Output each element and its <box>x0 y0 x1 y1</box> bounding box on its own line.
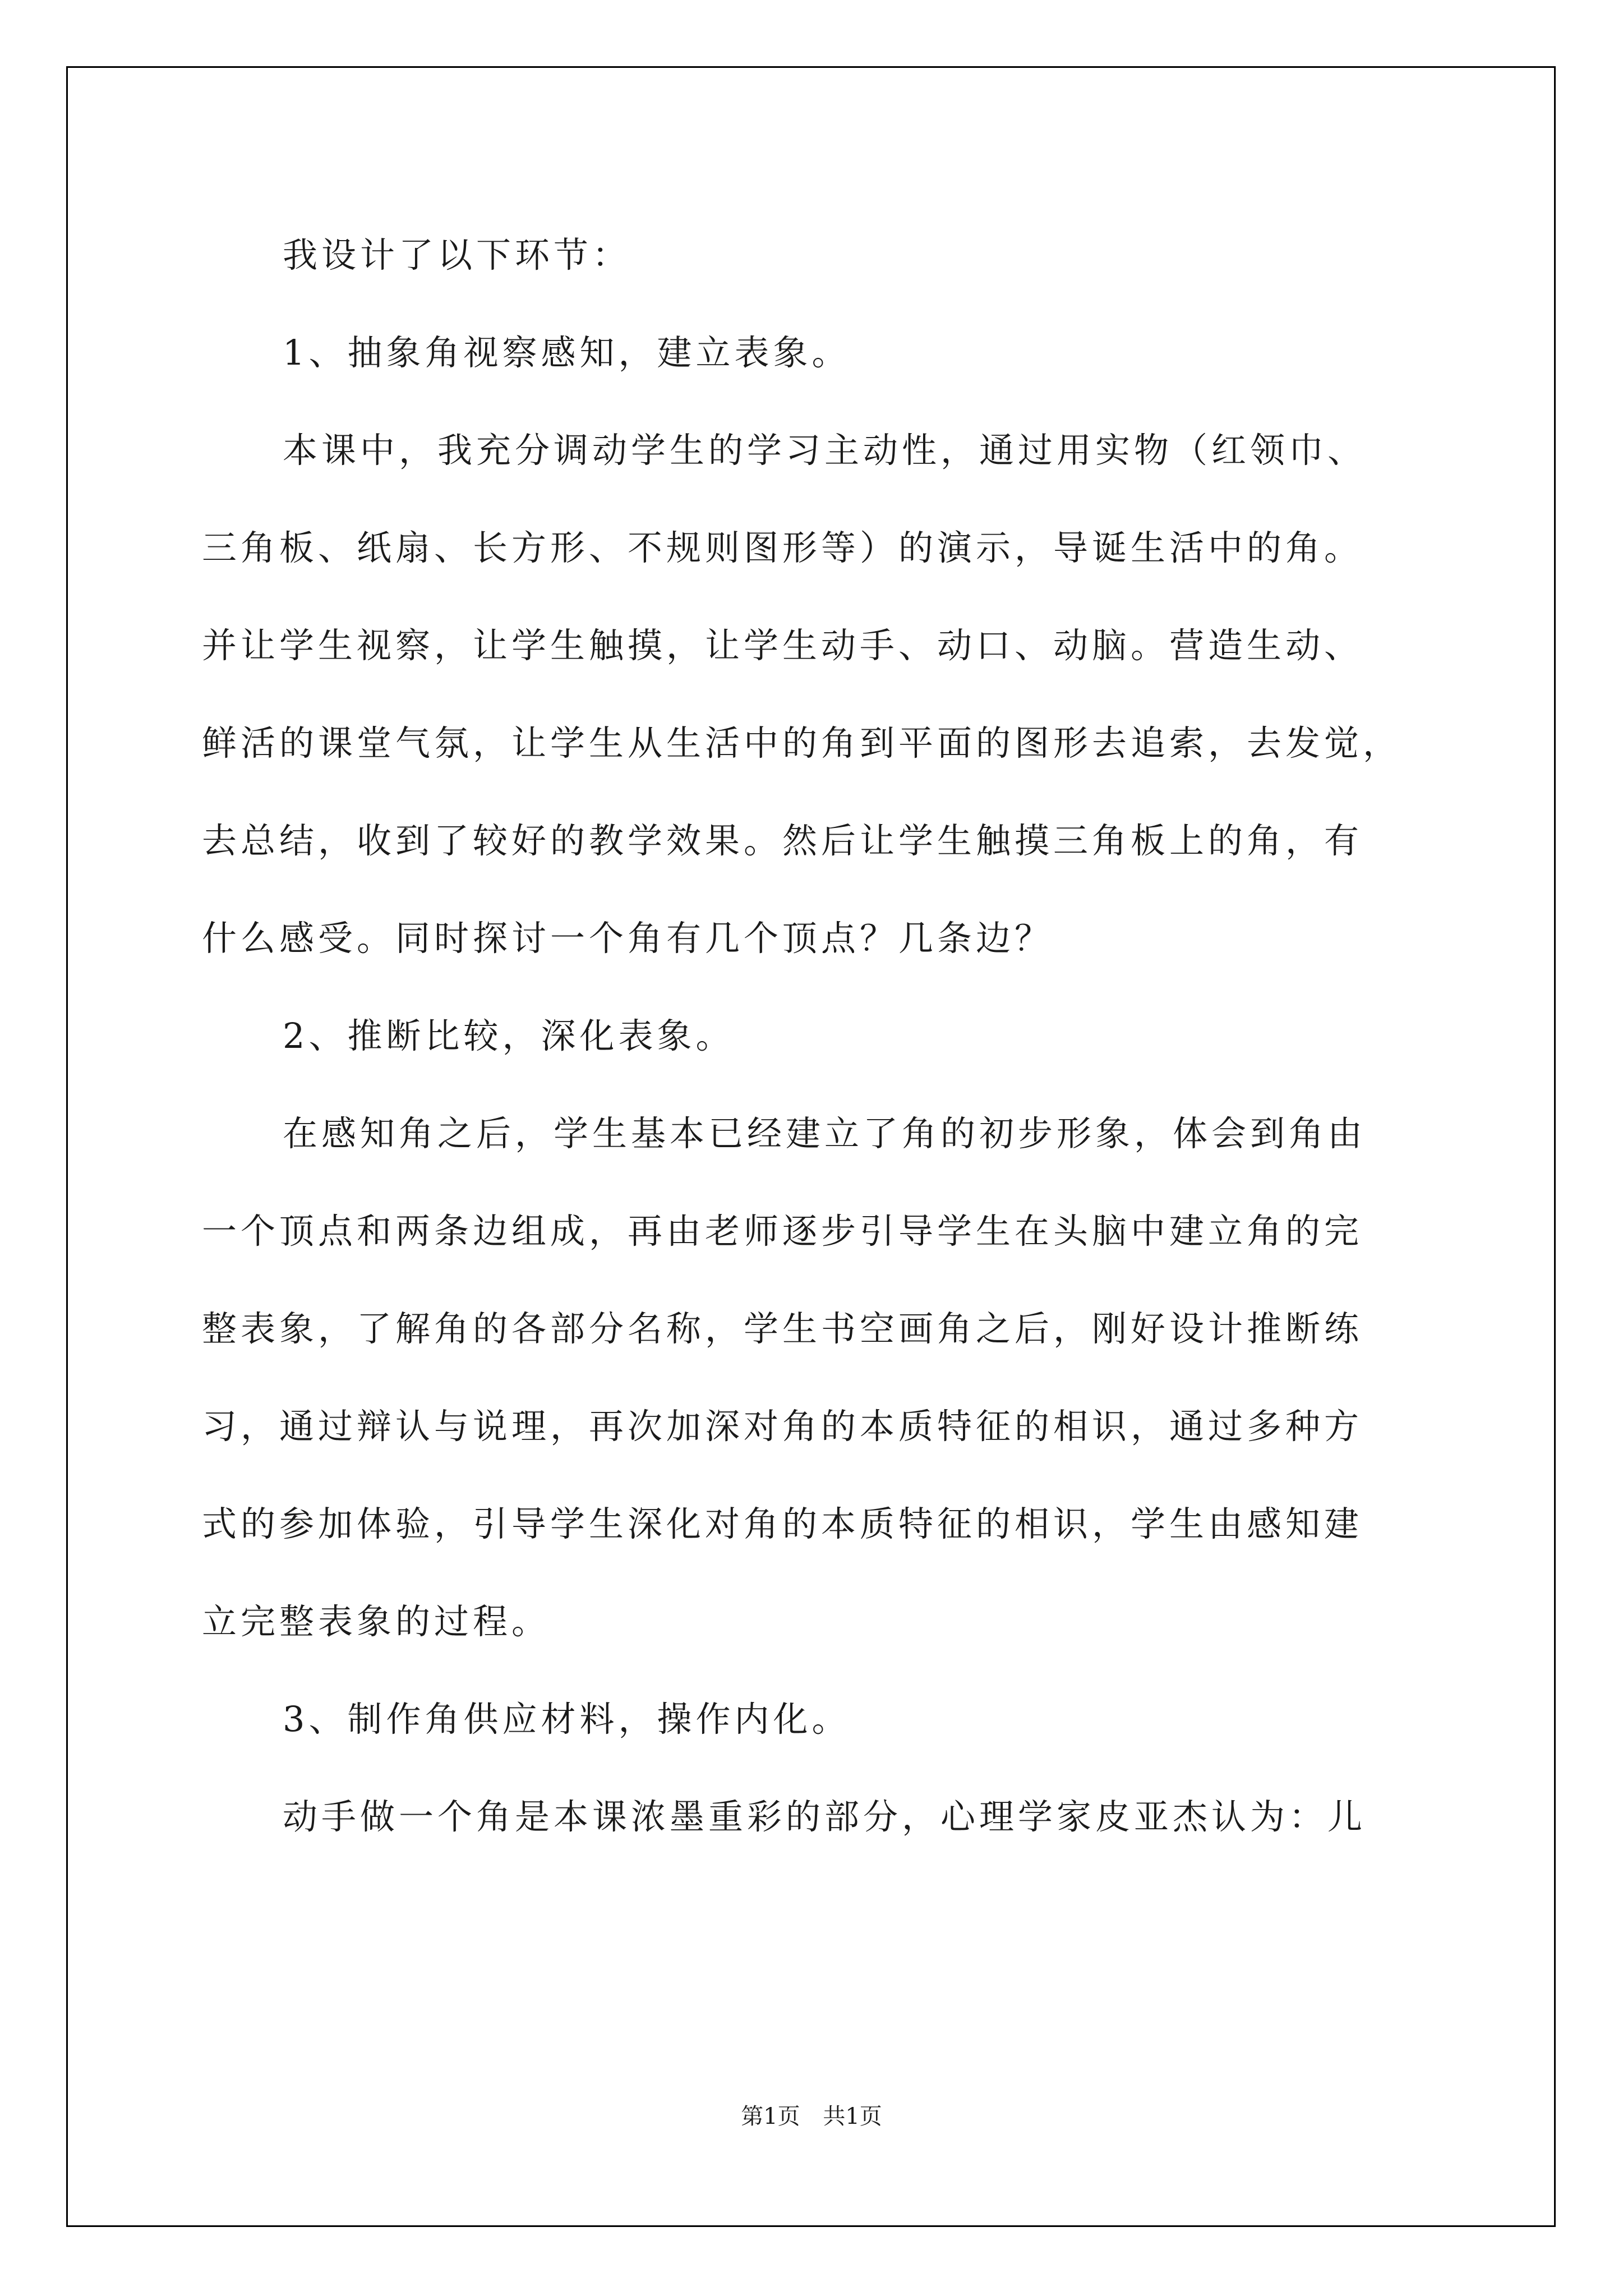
text-line: 式的参加体验，引导学生深化对角的本质特征的相识，学生由感知建 <box>202 1503 1363 1544</box>
text-line: 什么感受。同时探讨一个角有几个顶点？几条边？ <box>202 918 1054 959</box>
text-line: 本课中，我充分调动学生的学习主动性，通过用实物（红领巾、 <box>283 430 1367 471</box>
page-footer <box>0 2102 1623 2131</box>
page-total: 共1页 <box>823 2104 882 2129</box>
text-line: 整表象，了解角的各部分名称，学生书空画角之后，刚好设计推断练 <box>202 1308 1363 1349</box>
section-heading: 3、制作角供应材料，操作内化。 <box>283 1699 851 1740</box>
text-line: 并让学生视察，让学生触摸，让学生动手、动口、动脑。营造生动、 <box>202 625 1363 666</box>
text-line: 在感知角之后，学生基本已经建立了角的初步形象，体会到角由 <box>283 1113 1367 1154</box>
text-line: 一个顶点和两条边组成，再由老师逐步引导学生在头脑中建立角的完 <box>202 1211 1363 1251</box>
text-line: 去总结，收到了较好的教学效果。然后让学生触摸三角板上的角，有 <box>202 820 1363 861</box>
section-heading: 2、推断比较，深化表象。 <box>283 1015 735 1056</box>
text-line: 立完整表象的过程。 <box>202 1601 551 1642</box>
text-line: 三角板、纸扇、长方形、不规则图形等）的演示，导诞生活中的角。 <box>202 527 1363 568</box>
text-line: 我设计了以下环节： <box>283 234 631 275</box>
document-body <box>202 236 1424 1895</box>
text-line: 鲜活的课堂气氛，让学生从生活中的角到平面的图形去追索，去发觉， <box>202 723 1402 763</box>
text-line: 习，通过辩认与说理，再次加深对角的本质特征的相识，通过多种方 <box>202 1406 1363 1447</box>
text-line: 动手做一个角是本课浓墨重彩的部分，心理学家皮亚杰认为：儿 <box>283 1796 1367 1837</box>
page-number: 第1页 <box>741 2104 800 2129</box>
section-heading: 1、抽象角视察感知，建立表象。 <box>283 332 851 373</box>
